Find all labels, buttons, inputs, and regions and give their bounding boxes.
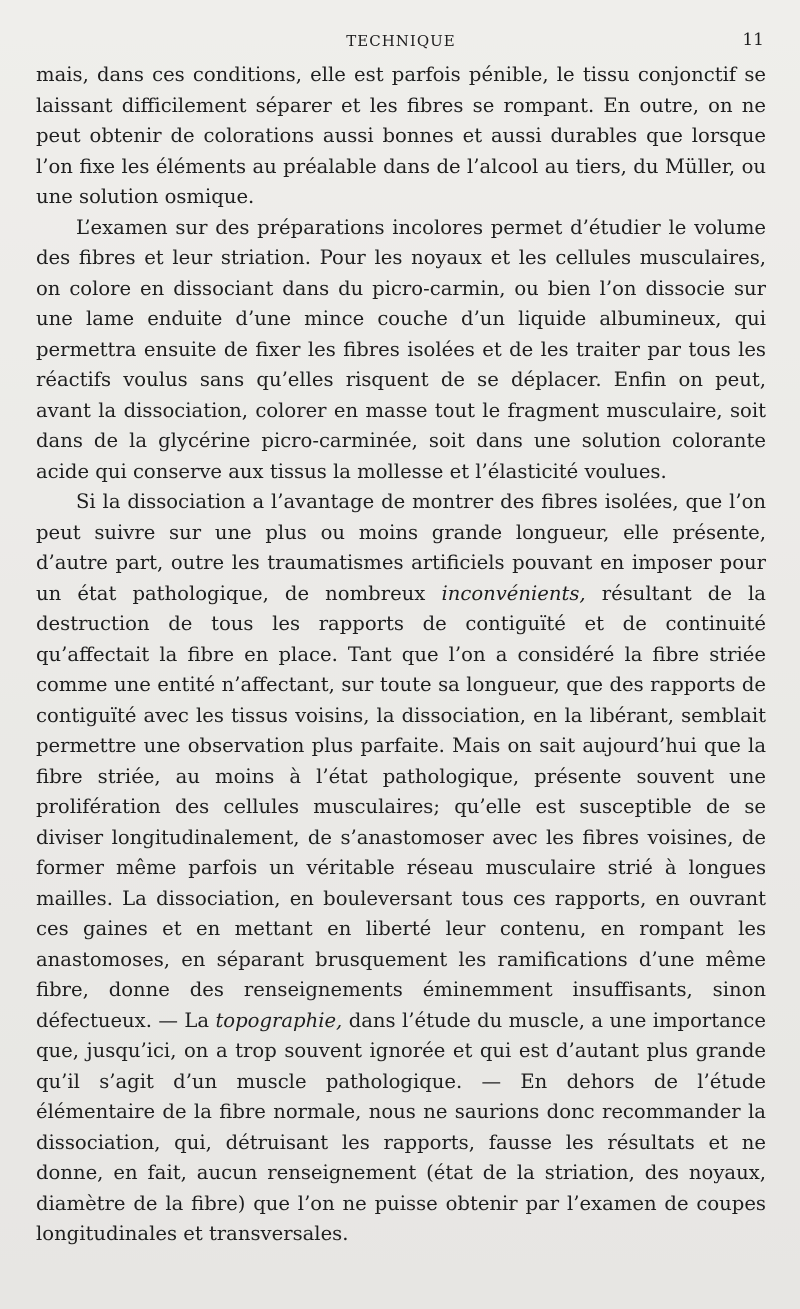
paragraph-examination: L’examen sur des préparations incolores permet d’étudier le volume des fibres et leur striation. Pour les noyaux et les cellules musculaires, on colore en dissociant dans du picro-carmin, ou bien l’on dissocie sur une lame enduite d’une mince couche d’un liquide albumineux, qui permettra ensuite de fixer les fibres isolées et de les traiter par tous les réactifs voulus sans qu’elles risquent de se déplacer. Enfin on peut, avant la dissociation, colorer en masse tout le fragment musculaire, soit dans de la glycérine picro-carminée, soit dans une solution colorante acide qui conserve aux tissus la mollesse et l’élasticité voulues. — [36, 215, 766, 483]
italic-term-inconvenients: inconvénients, — [441, 581, 586, 605]
paragraph-dissociation — [36, 487, 766, 1250]
paragraph-continuation: mais, dans ces conditions, elle est parfois pénible, le tissu conjonctif se laissant difficilement séparer et les fibres se rompant. En outre, on ne peut obtenir de colorations aussi bonnes et aussi durables que lorsque l’on fixe les éléments au préalable dans de l’alcool au tiers, du Müller, ou une solution osmique. — [36, 63, 766, 208]
italic-term-topographie: topographie, — [215, 1008, 343, 1032]
paragraph-text-segment: Si la dissociation a l’avantage de montrer des fibres isolées, que l’on peut suivre sur une plus ou moins grande longueur, elle présente, d’autre part, outre les traumatismes artificiels pouvant en imposer pour un état pathologique, de nombreux — [36, 490, 766, 605]
paragraph-text-segment: résultant de la destruction de tous les rapports de contiguïté et de continuité qu’affectait la fibre en place. Tant que l’on a considéré la fibre striée comme une entité n’affectant, sur toute sa longueur, que des rapports de contiguïté avec les tissus voisins, la dissociation, en la libérant, semblait permettre une observation plus parfaite. Mais on sait aujourd’hui que la fibre striée, au moins à l’état pathologique, présente souvent une prolifération des cellules musculaires; qu’elle est susceptible de se diviser longitudinalement, de s’anastomoser avec les fibres voisines, de former même parfois un véritable réseau musculaire strié à longues mailles. La dissociation, en bouleversant tous ces rapports, en ouvrant ces gaines et en mettant en liberté leur contenu, en rompant les anastomoses, en séparant brusquement les ramifications d’une même fibre, donne des renseignements éminemment insuffisants, sinon défectueux. — La — [36, 581, 766, 1032]
body-text — [36, 60, 766, 1250]
running-head — [36, 26, 766, 60]
running-title: TECHNIQUE — [346, 32, 456, 50]
paragraph-text-segment: dans l’étude du muscle, a une importance que, jusqu’ici, on a trop souvent ignorée et qui est d’autant plus grande qu’il s’agit d’un muscle pathologique. — En dehors de l’étude élémentaire de la fibre normale, nous ne saurions donc recommander la dissociation, qui, détruisant les rapports, fausse les résultats et ne donne, en fait, aucun renseignement (état de la striation, des noyaux, diamètre de la fibre) que l’on ne puisse obtenir par l’examen de coupes longitudinales et transversales. — [36, 1008, 766, 1245]
page-number: 11 — [742, 30, 764, 50]
